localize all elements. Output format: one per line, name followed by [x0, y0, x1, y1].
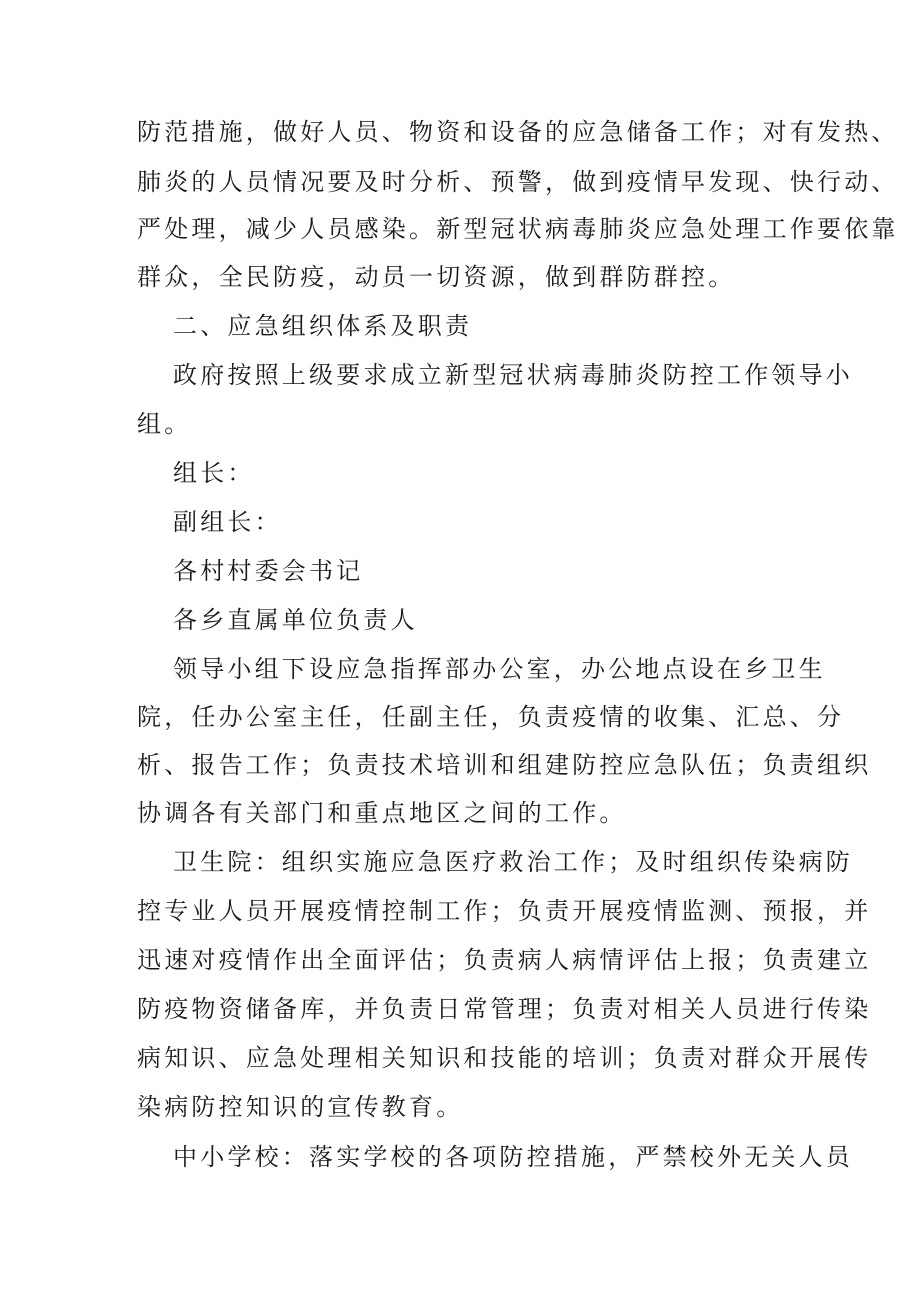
text-line: 控专业人员开展疫情控制工作；负责开展疫情监测、预报，并 — [137, 897, 872, 925]
text-line: 领导小组下设应急指挥部办公室，办公地点设在乡卫生 — [173, 655, 826, 683]
text-line: 副组长： — [173, 508, 282, 536]
text-line: 院，任办公室主任，任副主任，负责疫情的收集、汇总、分 — [137, 703, 845, 731]
text-line: 政府按照上级要求成立新型冠状病毒肺炎防控工作领导小 — [173, 361, 853, 389]
section-heading: 二、应急组织体系及职责 — [173, 312, 473, 340]
text-line: 各乡直属单位负责人 — [173, 606, 418, 634]
text-line: 肺炎的人员情况要及时分析、预警，做到疫情早发现、快行动、 — [137, 168, 899, 196]
text-line: 中小学校：落实学校的各项防控措施，严禁校外无关人员 — [173, 1143, 853, 1171]
text-line: 严处理，减少人员感染。新型冠状病毒肺炎应急处理工作要依靠 — [137, 215, 899, 243]
text-line: 群众，全民防疫，动员一切资源，做到群防群控。 — [137, 263, 736, 291]
text-line: 析、报告工作；负责技术培训和组建防控应急队伍；负责组织 — [137, 751, 872, 779]
text-line: 组长： — [173, 459, 255, 487]
text-line: 卫生院：组织实施应急医疗救治工作；及时组织传染病防 — [173, 848, 853, 876]
text-line: 组。 — [137, 410, 192, 438]
text-line: 迅速对疫情作出全面评估；负责病人病情评估上报；负责建立 — [137, 946, 872, 974]
text-line: 染病防控知识的宣传教育。 — [137, 1093, 464, 1121]
text-line: 病知识、应急处理相关知识和技能的培训；负责对群众开展传 — [137, 1044, 872, 1072]
text-line: 防范措施，做好人员、物资和设备的应急储备工作；对有发热、 — [137, 118, 899, 146]
text-line: 防疫物资储备库，并负责日常管理；负责对相关人员进行传染 — [137, 995, 872, 1023]
text-line: 协调各有关部门和重点地区之间的工作。 — [137, 799, 627, 827]
text-line: 各村村委会书记 — [173, 557, 364, 585]
